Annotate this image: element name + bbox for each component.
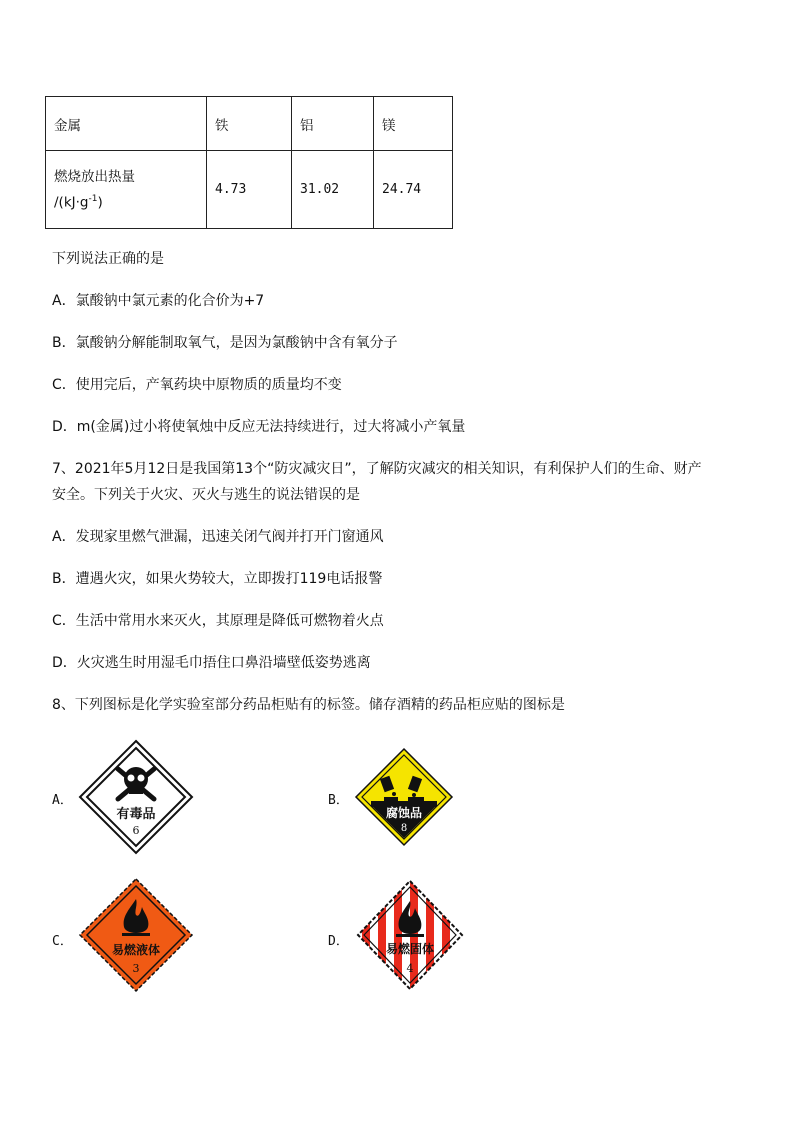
q7-option-d: D．火灾逃生时用湿毛巾捂住口鼻沿墙壁低姿势逃离 — [52, 655, 371, 671]
table-row-label — [46, 151, 207, 229]
flammable-solid-sign — [354, 877, 466, 993]
q8-option-c-label: C． — [52, 934, 73, 949]
q7-stem-line1: 7、2021年5月12日是我国第13个“防灾减灾日”，了解防灾减灾的相关知识，有利保护人们的生命、财产 — [52, 461, 702, 477]
table-row — [46, 97, 453, 151]
corrosive-sign-number: 8 — [400, 823, 408, 834]
corrosive-sign-text: 腐蚀品 — [385, 806, 423, 820]
row-label-line1: 燃烧放出热量 — [54, 168, 135, 185]
flammable-solid-sign-text: 易燃固体 — [385, 942, 435, 956]
toxic-sign-number: 6 — [132, 824, 140, 837]
row-label-line2: $/(kJ\cdot g^{-1})$ — [54, 193, 103, 211]
q7-option-b: B．遭遇火灾，如果火势较大，立即拨打119电话报警 — [52, 571, 383, 587]
q8-option-a-label: A． — [52, 793, 73, 808]
table-cell-aluminum: 31.02 — [292, 151, 374, 229]
corrosive-sign — [354, 747, 454, 847]
table-cell-iron: 4.73 — [207, 151, 292, 229]
flammable-liquid-sign-text: 易燃液体 — [111, 943, 161, 957]
toxic-sign-text: 有毒品 — [116, 807, 156, 822]
table-cell-magnesium: 24.74 — [374, 151, 453, 229]
q8-stem: 8、下列图标是化学实验室部分药品柜贴有的标签。储存酒精的药品柜应贴的图标是 — [52, 697, 565, 713]
flammable-solid-sign-number: 4 — [406, 962, 414, 975]
toxic-sign — [78, 739, 194, 855]
q6-option-b: B．氯酸钠分解能制取氧气，是因为氯酸钠中含有氧分子 — [52, 335, 398, 351]
q7-stem-line2: 安全。下列关于火灾、灭火与逃生的说法错误的是 — [52, 487, 360, 503]
q6-option-d: D．m(金属)过小将使氧烛中反应无法持续进行，过大将减小产氧量 — [52, 419, 466, 435]
table-row — [46, 151, 453, 229]
q8-option-b-label: B． — [328, 793, 349, 808]
q8-option-d-label: D． — [328, 934, 349, 949]
q6-option-a: A．氯酸钠中氯元素的化合价为+7 — [52, 293, 265, 309]
table-header-cell: 铝 — [292, 97, 374, 151]
q6-option-c: C．使用完后，产氧药块中原物质的质量均不变 — [52, 377, 342, 393]
table-header-cell: 铁 — [207, 97, 292, 151]
q7-option-a: A．发现家里燃气泄漏，迅速关闭气阀并打开门窗通风 — [52, 529, 384, 545]
metal-heat-table — [45, 96, 453, 229]
q7-option-c: C．生活中常用水来灭火，其原理是降低可燃物着火点 — [52, 613, 384, 629]
q6-stem: 下列说法正确的是 — [52, 251, 164, 267]
table-header-cell: 镁 — [374, 97, 453, 151]
flammable-liquid-sign — [78, 877, 194, 993]
table-header-cell: 金属 — [46, 97, 207, 151]
flammable-liquid-sign-number: 3 — [132, 962, 140, 975]
